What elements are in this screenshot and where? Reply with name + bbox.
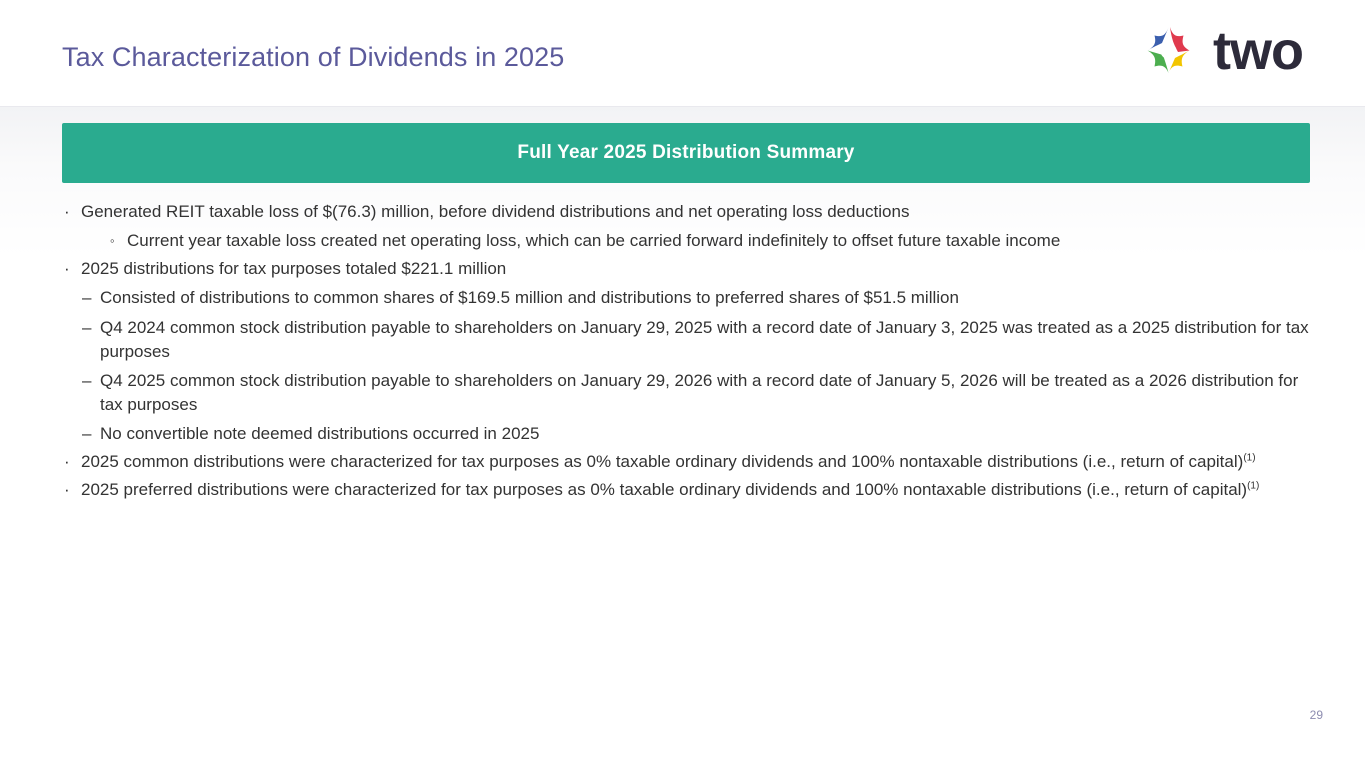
bullet-marker-icon: ◦: [110, 233, 115, 249]
bullet-text: [81, 200, 1312, 224]
bullet-text: [100, 422, 1312, 446]
bullet-item: [64, 200, 1312, 224]
bullet-marker-icon: –: [82, 370, 92, 390]
bullet-item: [82, 286, 1312, 310]
bullet-text-content: 2025 common distributions were characterized for tax purposes as 0% taxable ordinary dividends and 100% nontaxable distributions (i.e., return of capital): [81, 452, 1244, 472]
slide-header: [0, 0, 1365, 107]
bullet-marker-icon: ·: [64, 259, 70, 279]
footnote-marker: (1): [1243, 452, 1256, 464]
logo-wordmark: two: [1213, 21, 1303, 81]
bullet-text: [100, 316, 1312, 364]
footnote-marker: (1): [1247, 480, 1260, 492]
bullet-text: [81, 478, 1312, 502]
bullet-item: [82, 369, 1312, 417]
bullet-text: [127, 229, 1312, 253]
bullet-marker-icon: ·: [64, 480, 70, 500]
bullet-text: [100, 369, 1312, 417]
bullet-text-content: Q4 2024 common stock distribution payable to shareholders on January 29, 2025 with a record date of January 3, 2025 was treated as a 2025 distribution for tax purposes: [100, 317, 1309, 361]
bullet-text: [100, 286, 1312, 310]
bullet-text-content: Q4 2025 common stock distribution payable to shareholders on January 29, 2026 with a record date of January 5, 2026 will be treated as a 2026 distribution for tax purposes: [100, 370, 1299, 414]
company-logo: [1137, 22, 1303, 84]
page-title: Tax Characterization of Dividends in 2025: [62, 42, 565, 72]
bullet-text: [81, 257, 1312, 281]
section-banner: [62, 123, 1310, 183]
bullet-marker-icon: –: [82, 288, 92, 308]
bullet-text-content: Current year taxable loss created net operating loss, which can be carried forward indefinitely to offset future taxable income: [127, 231, 1061, 251]
bullet-list: [62, 196, 1312, 502]
bullet-item: [64, 478, 1312, 502]
bullet-item: [64, 450, 1312, 474]
bullet-item: [64, 257, 1312, 281]
section-banner-label: Full Year 2025 Distribution Summary: [517, 142, 855, 163]
bullet-marker-icon: ·: [64, 452, 70, 472]
two-harbors-star-logo-icon: [1137, 22, 1203, 84]
bullet-text-content: No convertible note deemed distributions occurred in 2025: [100, 424, 540, 443]
bullet-item: [82, 422, 1312, 446]
page-number: 29: [1309, 708, 1323, 722]
bullet-text-content: 2025 preferred distributions were characterized for tax purposes as 0% taxable ordinary dividends and 100% nontaxable distributions (i.e., return of capital): [81, 480, 1248, 500]
bullet-text: [81, 450, 1312, 474]
bullet-item: [82, 316, 1312, 364]
bullet-item: [110, 229, 1312, 253]
bullet-marker-icon: ·: [64, 202, 70, 221]
bullet-marker-icon: –: [82, 424, 92, 443]
bullet-text-content: Generated REIT taxable loss of $(76.3) million, before dividend distributions and net operating loss deductions: [81, 202, 910, 221]
bullet-text-content: 2025 distributions for tax purposes totaled $221.1 million: [81, 259, 507, 279]
bullet-marker-icon: –: [82, 317, 92, 337]
bullet-text-content: Consisted of distributions to common shares of $169.5 million and distributions to preferred shares of $51.5 million: [100, 288, 959, 308]
